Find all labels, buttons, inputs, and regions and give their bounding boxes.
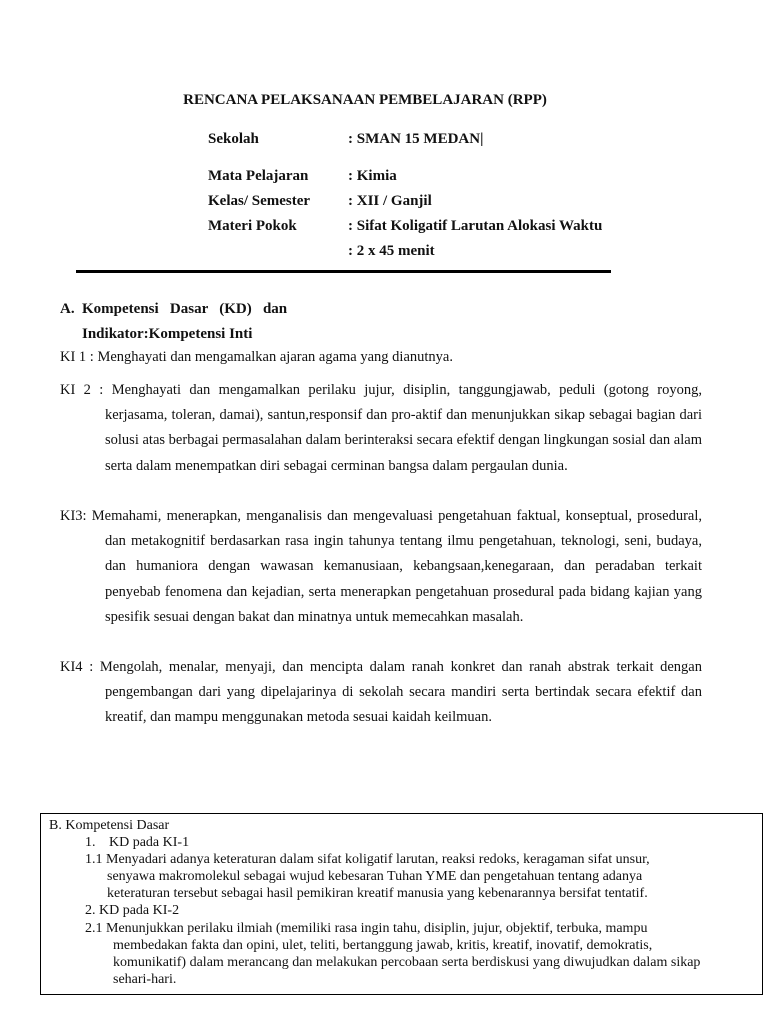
section-a-heading — [60, 297, 360, 347]
kd-2-1-line: komunikatif) dalam merancang dan melakukan percobaan serta berdiskusi yang diwujudkan dalam sikap — [113, 955, 701, 970]
section-a-number: A. — [60, 301, 75, 317]
header-divider — [76, 270, 611, 273]
info-value: : 2 x 45 menit — [348, 243, 435, 259]
kd-ki1-label: KD pada KI-1 — [109, 835, 190, 850]
info-value: : Kimia — [348, 168, 397, 184]
ki-4-paragraph — [60, 655, 702, 731]
kd-1-1-paragraph — [85, 851, 761, 902]
document-title: RENCANA PELAKSANAAN PEMBELAJARAN (RPP) — [183, 92, 547, 108]
section-b-title: B. Kompetensi Dasar — [49, 818, 170, 833]
ki-2-paragraph — [60, 378, 702, 479]
ki-3-text: KI3: Memahami, menerapkan, menganalisis dan mengevaluasi pengetahuan faktual, konseptual, prosedural, dan metakognitif berdasarkan rasa ingin tahunya tentang ilmu pengetahuan, teknologi, seni, budaya, dan humaniora dengan wawasan kemanusiaan, kebangsaan,kenegaraan, dan peradaban terkait penyebab fenomena dan kejadian, serta menerapkan pengetahuan prosedural pada bidang kajian yang spesifik sesuai dengan bakat dan minatnya untuk memecahkan masalah. — [60, 508, 702, 625]
kd-2-1-line: sehari-hari. — [113, 972, 177, 987]
kd-ki1-number: 1. — [85, 835, 96, 850]
kd-1-1-line: 1.1 Menyadari adanya keteraturan dalam sifat koligatif larutan, reaksi redoks, keragaman sifat unsur, — [85, 852, 650, 867]
info-value: : XII / Ganjil — [348, 193, 432, 209]
ki-3-paragraph — [60, 504, 702, 630]
ki-4-text: KI4 : Mengolah, menalar, menyaji, dan mencipta dalam ranah konkret dan ranah abstrak terkait dengan pengembangan dari yang dipelajarinya di sekolah secara mandiri serta bertindak secara efektif dan kreatif, dan mampu menggunakan metoda sesuai kaidah keilmuan. — [60, 659, 702, 726]
kompetensi-dasar-box — [40, 813, 763, 995]
info-row-mata-pelajaran — [208, 168, 397, 185]
info-row-sekolah — [208, 131, 483, 148]
section-a-title-line1: Kompetensi Dasar (KD) dan — [82, 301, 288, 317]
info-label: Mata Pelajaran — [208, 168, 309, 184]
info-value: : Sifat Koligatif Larutan Alokasi Waktu — [348, 218, 603, 234]
info-value: : SMAN 15 MEDAN| — [348, 131, 484, 147]
kd-2-1-paragraph — [85, 920, 761, 988]
kd-1-1-line: senyawa makromolekul sebagai wujud kebesaran Tuhan YME dan pengetahuan tentang adanya — [107, 869, 643, 884]
info-label: Sekolah — [208, 131, 259, 147]
kd-2-1-line: 2.1 Menunjukkan perilaku ilmiah (memiliki rasa ingin tahu, disiplin, jujur, objektif, terbuka, mampu — [85, 921, 648, 936]
ki-1-paragraph — [60, 345, 702, 370]
info-row-materi-pokok — [208, 218, 602, 235]
section-a-title-line2: Indikator:Kompetensi Inti — [82, 326, 253, 342]
info-row-kelas-semester — [208, 193, 432, 210]
info-label: Materi Pokok — [208, 218, 297, 234]
kd-ki2-heading: 2. KD pada KI-2 — [85, 903, 180, 918]
ki-2-text: KI 2 : Menghayati dan mengamalkan perilaku jujur, disiplin, tanggungjawab, peduli (gotong royong, kerjasama, toleran, damai), santun,responsif dan pro-aktif dan menunjukkan sikap sebagai bagian dari solusi atas berbagai permasalahan dalam berinteraksi secara efektif dengan lingkungan sosial dan alam serta dalam menempatkan diri sebagai cerminan bangsa dalam pergaulan dunia. — [60, 382, 702, 474]
info-row-alokasi-waktu — [208, 243, 435, 260]
info-label: Kelas/ Semester — [208, 193, 311, 209]
ki-1-text: KI 1 : Menghayati dan mengamalkan ajaran agama yang dianutnya. — [60, 349, 453, 365]
kd-ki1-heading — [85, 834, 189, 851]
kd-1-1-line: keteraturan tersebut sebagai hasil pemikiran kreatif manusia yang kebenarannya bersifat tentatif. — [107, 886, 648, 901]
kd-2-1-line: membedakan fakta dan opini, ulet, teliti, bertanggung jawab, kritis, kreatif, inovatif, demokratis, — [113, 938, 653, 953]
